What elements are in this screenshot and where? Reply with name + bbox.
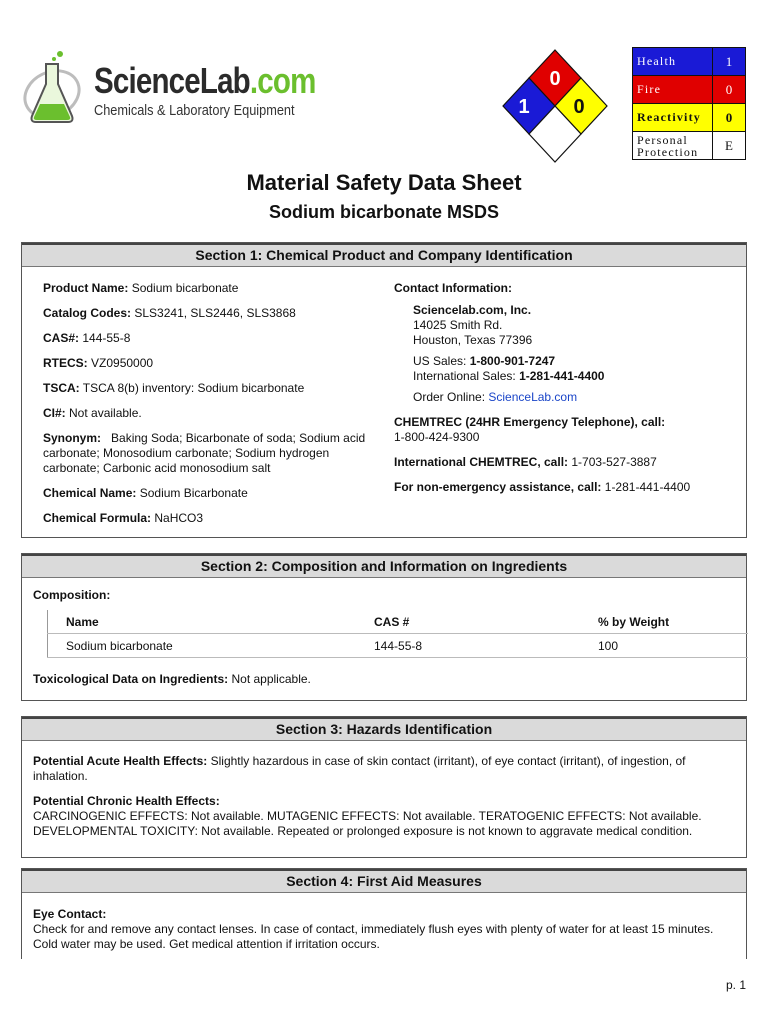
hmis-fire-label: Fire [633, 76, 713, 104]
nfpa-diamond [500, 48, 610, 166]
product-name: Sodium bicarbonate [131, 281, 239, 295]
address-line-2: Houston, Texas 77396 [413, 333, 533, 347]
intl-sales-label: International Sales: [413, 369, 516, 383]
intl-chemtrec-phone: 1-703-527-3887 [571, 455, 657, 469]
tox-label: Toxicological Data on Ingredients: [33, 672, 229, 686]
hmis-fire-value: 0 [713, 76, 746, 104]
eye-contact-label: Eye Contact: [33, 907, 107, 921]
rtecs-label: RTECS: [43, 356, 88, 370]
hmis-reactivity-label: Reactivity [633, 104, 713, 132]
non-emergency-phone: 1-281-441-4400 [604, 480, 691, 494]
hmis-ppe-value: E [713, 132, 746, 160]
ingredient-cas: 144-55-8 [356, 634, 580, 658]
section-4 [21, 868, 747, 959]
chemical-name-label: Chemical Name: [43, 486, 137, 500]
contact-info [394, 281, 739, 495]
section-2-header: Section 2: Composition and Information on Ingredients [22, 554, 746, 578]
address-line-1: 14025 Smith Rd. [413, 318, 503, 332]
nfpa-fire-value: 0 [549, 68, 561, 90]
page-number: p. 1 [725, 978, 746, 992]
us-sales-phone: 1-800-901-7247 [469, 354, 556, 368]
synonym-value: Baking Soda; Bicarbonate of soda; Sodium acid carbonate; Monosodium carbonate; Sodium hydrogen carbonate; Carbonic acid monosodium salt [43, 431, 366, 475]
column-header-weight: % by Weight [598, 614, 670, 629]
page-subtitle: Sodium bicarbonate MSDS [268, 202, 500, 222]
tsca-label: TSCA: [43, 381, 80, 395]
chemtrec-phone: 1-800-424-9300 [394, 430, 480, 444]
cas-label: CAS#: [43, 331, 80, 345]
chronic-effects [33, 794, 738, 839]
acute-text: Slightly hazardous in case of skin contact (irritant), of eye contact (irritant), of ingestion, of inhalation. [33, 754, 686, 783]
toxicological-data [33, 672, 311, 687]
section-1-header: Section 1: Chemical Product and Company Identification [22, 243, 746, 267]
chronic-text: CARCINOGENIC EFFECTS: Not available. MUTAGENIC EFFECTS: Not available. TERATOGENIC EFFECTS: Not available. DEVELOPMENTAL TOXICITY: Not available. Repeated or prolonged exposure is not known to aggravate medical condition. [33, 809, 702, 838]
nfpa-health-value: 1 [518, 96, 530, 118]
hmis-ppe-label: Personal Protection [633, 132, 713, 160]
section-1 [21, 242, 747, 538]
contact-label: Contact Information: [394, 281, 512, 295]
column-header-cas: CAS # [374, 614, 410, 629]
tox-value: Not applicable. [231, 672, 311, 686]
section-3-header: Section 3: Hazards Identification [22, 717, 746, 741]
column-header-name: Name [66, 614, 99, 629]
chemical-formula: NaHCO3 [154, 511, 204, 525]
logo-lab: Lab [199, 60, 250, 101]
us-sales-label: US Sales: [413, 354, 467, 368]
product-info [43, 281, 373, 526]
chemical-formula-label: Chemical Formula: [43, 511, 152, 525]
eye-contact-text: Check for and remove any contact lenses. In case of contact, immediately flush eyes with plenty of water for at least 15 minutes. Cold water may be used. Get medical attention if irritation occurs. [33, 922, 714, 951]
synonym-label: Synonym: [43, 431, 102, 445]
eye-contact [33, 907, 723, 952]
ingredient-weight: 100 [580, 634, 748, 658]
hmis-reactivity-value: 0 [713, 104, 746, 132]
chemtrec-label: CHEMTREC (24HR Emergency Telephone), call: [394, 415, 666, 429]
chronic-label: Potential Chronic Health Effects: [33, 794, 220, 808]
catalog-label: Catalog Codes: [43, 306, 132, 320]
page-title: Material Safety Data Sheet [246, 170, 522, 195]
company-name: Sciencelab.com, Inc. [413, 303, 532, 317]
catalog-codes: SLS3241, SLS2446, SLS3868 [134, 306, 296, 320]
product-name-label: Product Name: [43, 281, 129, 295]
hmis-health-value: 1 [713, 48, 746, 76]
acute-label: Potential Acute Health Effects: [33, 754, 208, 768]
hmis-health-label: Health [633, 48, 713, 76]
composition-table [47, 610, 748, 658]
section-4-header: Section 4: First Aid Measures [22, 869, 746, 893]
section-2 [21, 553, 747, 701]
logo-tagline: Chemicals & Laboratory Equipment [94, 102, 295, 119]
order-online-label: Order Online: [413, 390, 486, 404]
non-emergency-label: For non-emergency assistance, call: [394, 480, 602, 494]
tsca-value: TSCA 8(b) inventory: Sodium bicarbonate [82, 381, 305, 395]
composition-label: Composition: [33, 588, 111, 602]
cas-number: 144-55-8 [82, 331, 131, 345]
rtecs-value: VZ0950000 [91, 356, 154, 370]
logo-com: .com [249, 60, 316, 101]
section-3 [21, 716, 747, 858]
acute-effects [33, 754, 733, 784]
ci-label: CI#: [43, 406, 66, 420]
hmis-table [632, 47, 746, 160]
nfpa-reactivity-value: 0 [573, 96, 585, 118]
intl-sales-phone: 1-281-441-4400 [519, 369, 605, 383]
logo-science: Science [94, 60, 200, 101]
intl-chemtrec-label: International CHEMTREC, call: [394, 455, 569, 469]
order-online-link[interactable]: ScienceLab.com [488, 390, 578, 404]
ci-value: Not available. [69, 406, 142, 420]
chemical-name: Sodium Bicarbonate [139, 486, 248, 500]
table-row [48, 634, 749, 658]
ingredient-name: Sodium bicarbonate [48, 634, 357, 658]
sciencelab-logo[interactable] [20, 46, 316, 136]
